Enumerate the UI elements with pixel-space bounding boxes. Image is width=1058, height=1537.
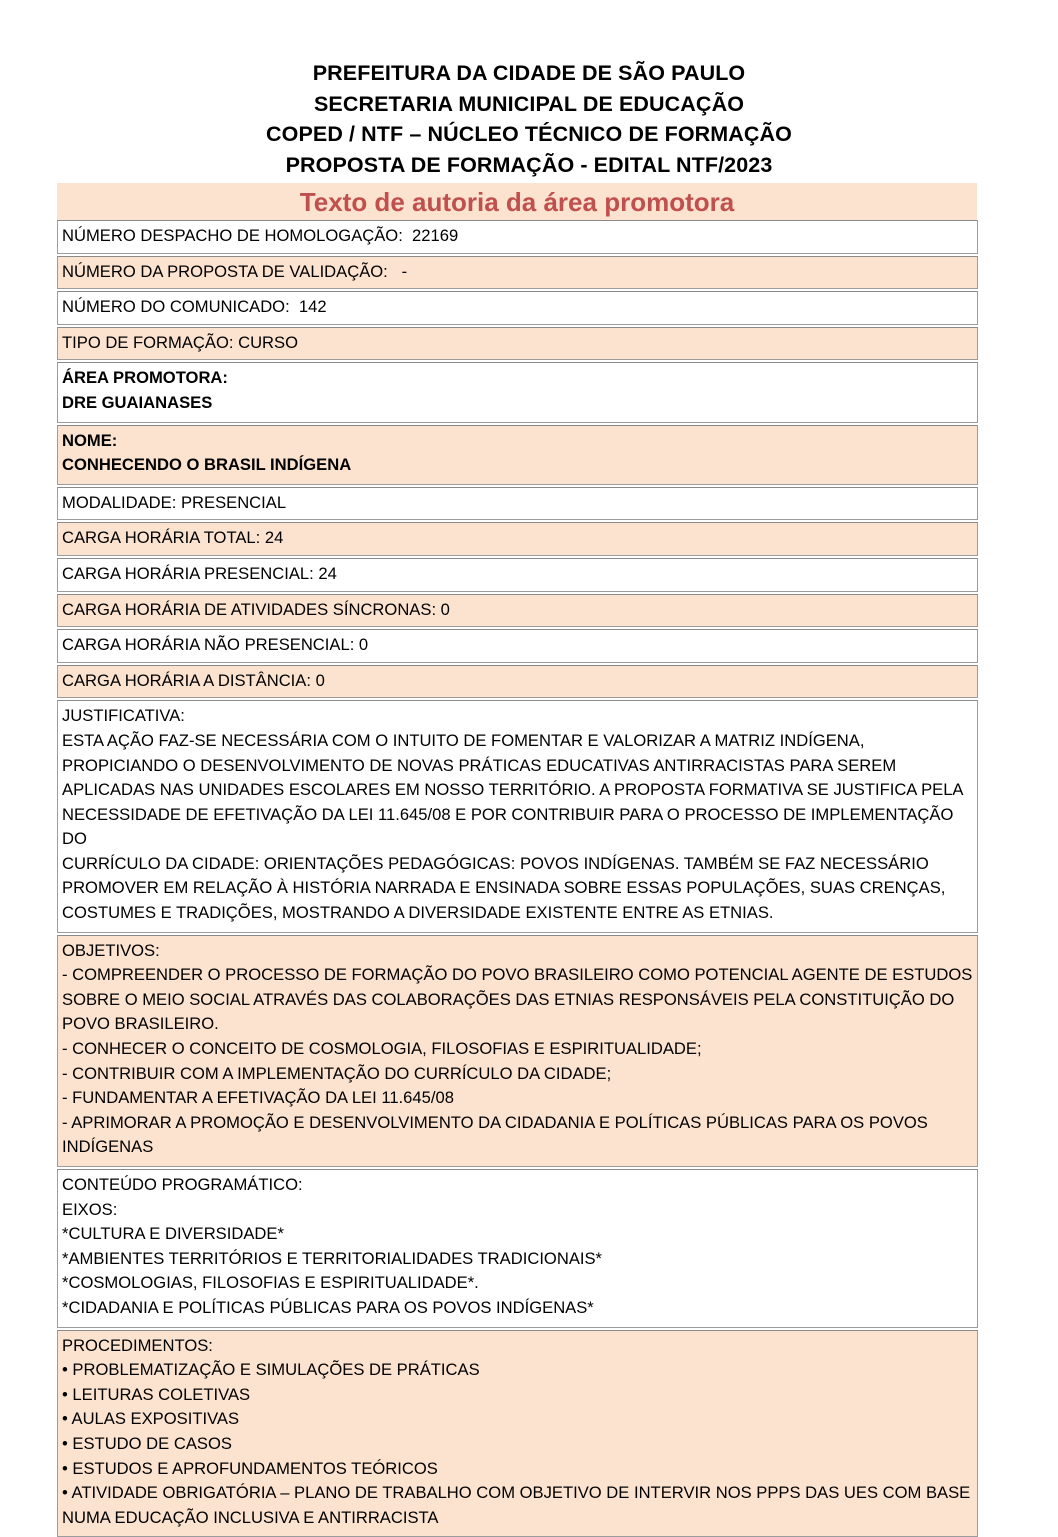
- field-row-area-promotora: [57, 362, 978, 422]
- field-line: • ESTUDO DE CASOS: [62, 1433, 232, 1453]
- field-line: - COMPREENDER O PROCESSO DE FORMAÇÃO DO POVO BRASILEIRO COMO POTENCIAL AGENTE DE ESTUDOS: [62, 965, 973, 985]
- field-line: PROCEDIMENTOS:: [62, 1335, 213, 1355]
- field-line: CONTEÚDO PROGRAMÁTICO:: [62, 1175, 303, 1194]
- field-line: • LEITURAS COLETIVAS: [62, 1384, 251, 1404]
- field-line: NUMA EDUCAÇÃO INCLUSIVA E ANTIRRACISTA: [62, 1507, 439, 1527]
- field-row-carga-horaria-presencial: [57, 558, 978, 592]
- header-line-3: COPED / NTF – NÚCLEO TÉCNICO DE FORMAÇÃO: [266, 122, 792, 146]
- field-line: *COSMOLOGIAS, FILOSOFIAS E ESPIRITUALIDADE*.: [62, 1273, 479, 1293]
- field-row-carga-horaria-total: [57, 522, 978, 556]
- field-line: • ATIVIDADE OBRIGATÓRIA – PLANO DE TRABALHO COM OBJETIVO DE INTERVIR NOS PPPS DAS UES COM BASE: [62, 1483, 971, 1503]
- field-line: NÚMERO DESPACHO DE HOMOLOGAÇÃO: 22169: [62, 226, 459, 245]
- field-line: • PROBLEMATIZAÇÃO E SIMULAÇÕES DE PRÁTICAS: [62, 1360, 480, 1380]
- field-line: CURRÍCULO DA CIDADE: ORIENTAÇÕES PEDAGÓGICAS: POVOS INDÍGENAS. TAMBÉM SE FAZ NECESSÁRIO: [62, 853, 929, 873]
- field-line: - APRIMORAR A PROMOÇÃO E DESENVOLVIMENTO DA CIDADANIA E POLÍTICAS PÚBLICAS PARA OS POVOS: [62, 1112, 928, 1132]
- field-line: - CONHECER O CONCEITO DE COSMOLOGIA, FILOSOFIAS E ESPIRITUALIDADE;: [62, 1039, 702, 1059]
- header-line-4: PROPOSTA DE FORMAÇÃO - EDITAL NTF/2023: [285, 152, 773, 177]
- field-row-carga-horaria-atividades-sincronas: [57, 594, 978, 628]
- field-line: CARGA HORÁRIA NÃO PRESENCIAL: 0: [62, 635, 369, 655]
- field-line: *AMBIENTES TERRITÓRIOS E TERRITORIALIDADES TRADICIONAIS*: [62, 1248, 603, 1268]
- field-line: CARGA HORÁRIA A DISTÂNCIA: 0: [62, 670, 325, 690]
- field-line: NECESSIDADE DE EFETIVAÇÃO DA LEI 11.645/08 E POR CONTRIBUIR PARA O PROCESSO DE IMPLEMENTAÇÃO DO: [62, 804, 959, 849]
- section-title-banner: [57, 183, 977, 220]
- field-row-justificativa: [57, 700, 978, 932]
- field-line: PROPICIANDO O DESENVOLVIMENTO DE NOVAS PRÁTICAS EDUCATIVAS ANTIRRACISTAS PARA SEREM: [62, 755, 897, 775]
- field-row-modalidade: [57, 487, 978, 521]
- field-line: INDÍGENAS: [62, 1137, 154, 1157]
- field-row-carga-horaria-a-distancia: [57, 665, 978, 699]
- field-line: DRE GUAIANASES: [62, 392, 213, 412]
- field-row-numero-proposta-validacao: [57, 256, 978, 290]
- field-row-tipo-de-formacao: [57, 327, 978, 361]
- field-line: PROMOVER EM RELAÇÃO À HISTÓRIA NARRADA E ENSINADA SOBRE ESSAS POPULAÇÕES, SUAS CRENÇAS,: [62, 878, 946, 898]
- field-line: APLICADAS NAS UNIDADES ESCOLARES EM NOSSO TERRITÓRIO. A PROPOSTA FORMATIVA SE JUSTIFICA PELA: [62, 780, 964, 800]
- field-line: NÚMERO DO COMUNICADO: 142: [62, 297, 327, 317]
- field-line: OBJETIVOS:: [62, 940, 160, 960]
- header-line-2: SECRETARIA MUNICIPAL DE EDUCAÇÃO: [313, 91, 745, 116]
- proposal-fields-table: [57, 220, 978, 1537]
- field-row-conteudo-programatico: [57, 1169, 978, 1328]
- field-line: POVO BRASILEIRO.: [62, 1014, 219, 1034]
- field-row-numero-despacho-homologacao: [57, 220, 978, 254]
- section-title-text: Texto de autoria da área promotora: [299, 186, 735, 217]
- field-line: ÁREA PROMOTORA:: [62, 368, 228, 388]
- field-line: TIPO DE FORMAÇÃO: CURSO: [62, 332, 299, 352]
- field-line: NÚMERO DA PROPOSTA DE VALIDAÇÃO: -: [62, 261, 408, 281]
- field-line: MODALIDADE: PRESENCIAL: [62, 492, 287, 512]
- field-line: *CULTURA E DIVERSIDADE*: [62, 1224, 284, 1244]
- field-line: - CONTRIBUIR COM A IMPLEMENTAÇÃO DO CURRÍCULO DA CIDADE;: [62, 1063, 612, 1083]
- field-row-objetivos: [57, 935, 978, 1167]
- field-line: • AULAS EXPOSITIVAS: [62, 1409, 240, 1429]
- field-line: • ESTUDOS E APROFUNDAMENTOS TEÓRICOS: [62, 1458, 438, 1478]
- field-line: - FUNDAMENTAR A EFETIVAÇÃO DA LEI 11.645/08: [62, 1088, 454, 1108]
- field-line: *CIDADANIA E POLÍTICAS PÚBLICAS PARA OS POVOS INDÍGENAS*: [62, 1297, 594, 1317]
- field-row-nome: [57, 425, 978, 485]
- field-row-procedimentos: [57, 1330, 978, 1537]
- field-line: CARGA HORÁRIA TOTAL: 24: [62, 528, 284, 548]
- field-line: CARGA HORÁRIA DE ATIVIDADES SÍNCRONAS: 0: [62, 599, 450, 619]
- field-line: CARGA HORÁRIA PRESENCIAL: 24: [62, 563, 337, 583]
- field-line: SOBRE O MEIO SOCIAL ATRAVÉS DAS COLABORAÇÕES DAS ETNIAS RESPONSÁVEIS PELA CONSTITUIÇÃO DO: [62, 989, 955, 1009]
- field-line: EIXOS:: [62, 1199, 118, 1219]
- field-row-numero-comunicado: [57, 291, 978, 325]
- field-line: JUSTIFICATIVA:: [62, 706, 185, 726]
- field-line: NOME:: [62, 430, 118, 450]
- field-row-carga-horaria-nao-presencial: [57, 629, 978, 663]
- field-line: ESTA AÇÃO FAZ-SE NECESSÁRIA COM O INTUITO DE FOMENTAR E VALORIZAR A MATRIZ INDÍGENA,: [62, 730, 865, 750]
- header-line-1: PREFEITURA DA CIDADE DE SÃO PAULO: [312, 61, 746, 85]
- field-line: COSTUMES E TRADIÇÕES, MOSTRANDO A DIVERSIDADE EXISTENTE ENTRE AS ETNIAS.: [62, 903, 774, 923]
- field-line: CONHECENDO O BRASIL INDÍGENA: [62, 455, 352, 475]
- document-header: [0, 0, 1058, 180]
